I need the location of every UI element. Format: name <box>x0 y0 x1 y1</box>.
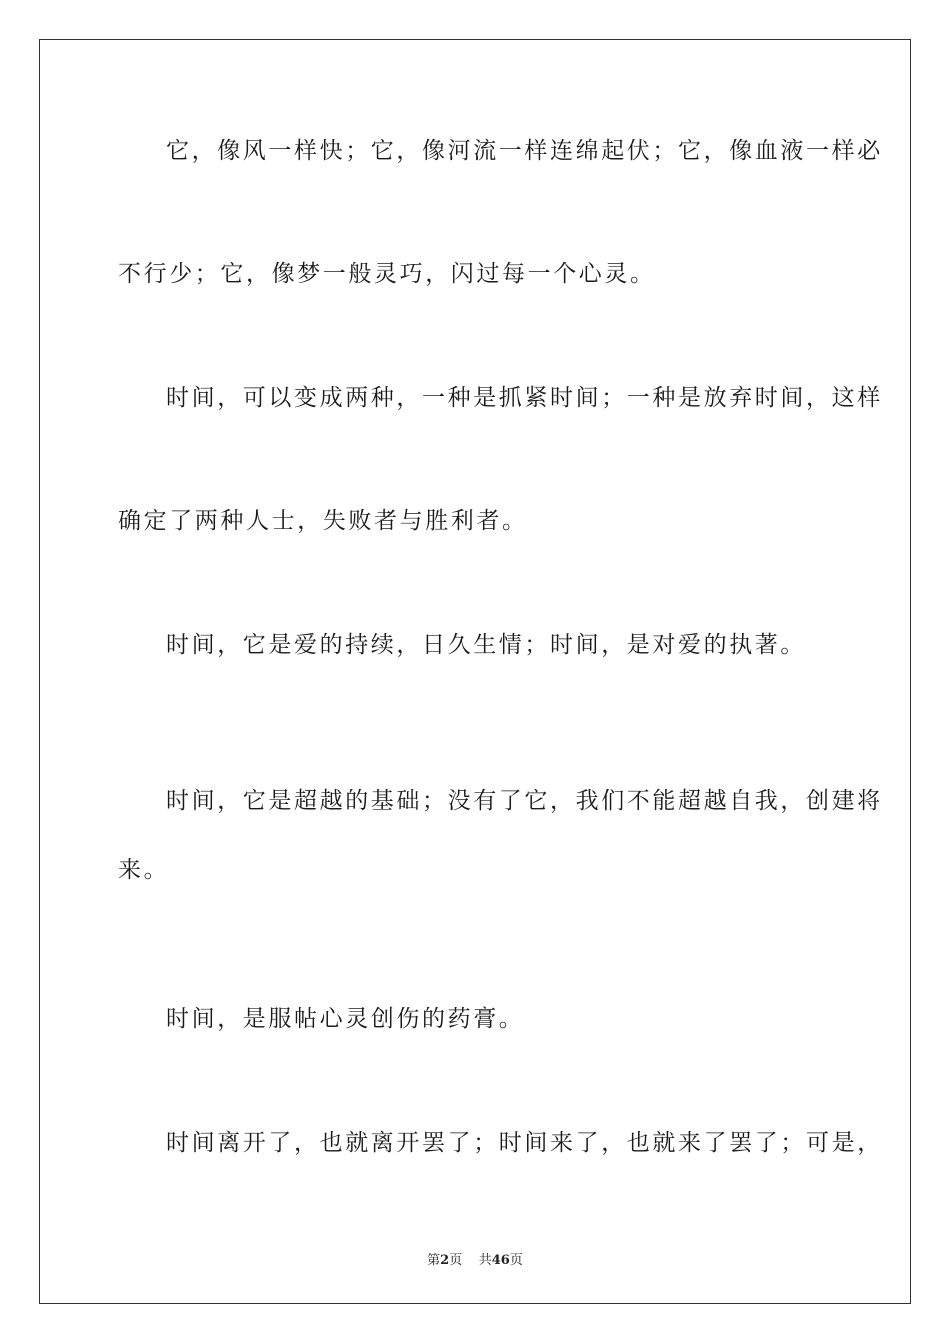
total-pages: 46 <box>491 1253 510 1268</box>
page-footer <box>0 1249 950 1268</box>
total-suffix: 页 <box>509 1253 523 1268</box>
page-border <box>39 39 911 1304</box>
paragraph-4-line-2: 来。 <box>118 857 170 883</box>
page-number: 2 <box>440 1253 450 1268</box>
paragraph-5-line-1: 时间，是服帖心灵创伤的药膏。 <box>166 1006 525 1032</box>
paragraph-1-line-1: 它，像风一样快；它，像河流一样连绵起伏；它，像血液一样必 <box>166 138 883 164</box>
paragraph-1-line-2: 不行少；它，像梦一般灵巧，闪过每一个心灵。 <box>118 261 656 287</box>
total-prefix: 共 <box>478 1253 492 1268</box>
paragraph-2-line-1: 时间，可以变成两种，一种是抓紧时间；一种是放弃时间，这样 <box>166 385 883 411</box>
page-prefix: 第 <box>427 1253 441 1268</box>
page-suffix: 页 <box>449 1253 463 1268</box>
paragraph-2-line-2: 确定了两种人士，失败者与胜利者。 <box>118 508 528 534</box>
paragraph-6-line-1: 时间离开了，也就离开罢了；时间来了，也就来了罢了；可是， <box>166 1130 883 1156</box>
paragraph-4-line-1: 时间，它是超越的基础；没有了它，我们不能超越自我，创建将 <box>166 788 883 814</box>
paragraph-3-line-1: 时间，它是爱的持续，日久生情；时间，是对爱的执著。 <box>166 632 806 658</box>
